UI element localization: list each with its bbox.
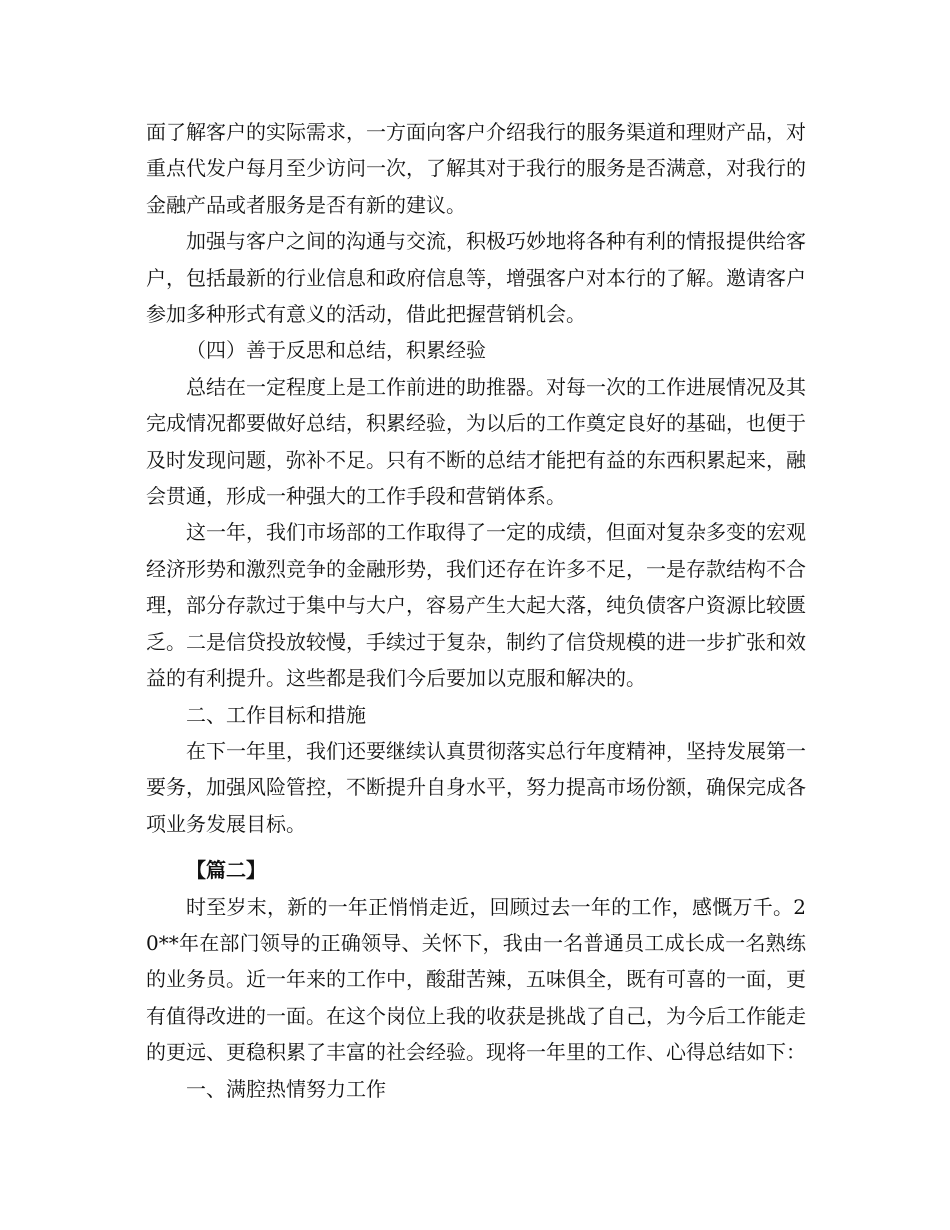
section-heading-goals: 二、工作目标和措施: [186, 702, 366, 727]
paragraph-summary: 总结在一定程度上是工作前进的助推器。对每一次的工作进展情况及其完成情况都要做好总结，积累经验，为以后的工作奠定良好的基础，也便于及时发现问题，弥补不足。只有不断的总结才能把有益的东西积累起来，融会贯通，形成一种强大的工作手段和营销体系。: [146, 374, 806, 509]
paragraph-customer-needs: 面了解客户的实际需求，一方面向客户介绍我行的服务渠道和理财产品，对重点代发户每月至少访问一次，了解其对于我行的服务是否满意，对我行的金融产品或者服务是否有新的建议。: [146, 120, 806, 217]
paragraph-shortcomings: 这一年，我们市场部的工作取得了一定的成绩，但面对复杂多变的宏观经济形势和激烈竞争的金融形势，我们还存在许多不足，一是存款结构不合理，部分存款过于集中与大户，容易产生大起大落，纯负债客户资源比较匮乏。二是信贷投放较慢，手续过于复杂，制约了信贷规模的进一步扩张和效益的有利提升。这些都是我们今后要加以克服和解决的。: [146, 520, 806, 691]
section-heading-passion: 一、满腔热情努力工作: [186, 1076, 386, 1101]
paragraph-year-end: 时至岁末，新的一年正悄悄走近，回顾过去一年的工作，感慨万千。20**年在部门领导的正确领导、关怀下，我由一名普通员工成长成一名熟练的业务员。近一年来的工作中，酸甜苦辣，五味俱全，既有可喜的一面，更有值得改进的一面。在这个岗位上我的收获是挑战了自己，为今后工作能走的更远、更稳积累了丰富的社会经验。现将一年里的工作、心得总结如下：: [146, 894, 806, 1065]
paragraph-communication: 加强与客户之间的沟通与交流，积极巧妙地将各种有利的情报提供给客户，包括最新的行业信息和政府信息等，增强客户对本行的了解。邀请客户参加多种形式有意义的活动，借此把握营销机会。: [146, 229, 806, 327]
section-heading-reflect: （四）善于反思和总结，积累经验: [186, 338, 486, 363]
part-two-title: 【篇二】: [186, 858, 266, 883]
document-body: [146, 114, 806, 1107]
paragraph-next-year: 在下一年里，我们还要继续认真贯彻落实总行年度精神，坚持发展第一要务，加强风险管控，不断提升自身水平，努力提高市场份额，确保完成各项业务发展目标。: [146, 738, 806, 836]
